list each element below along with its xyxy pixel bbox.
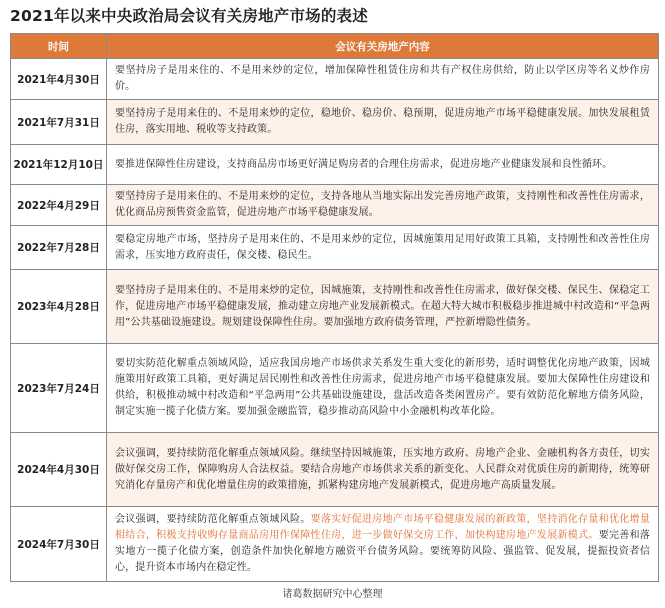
row-date: 2023年7月24日 [11, 344, 107, 433]
row-content: 要切实防范化解重点领域风险，适应我国房地产市场供求关系发生重大变化的新形势，适时调整优化房地产政策，因城施策用好政策工具箱，更好满足居民刚性和改善性住房需求，促进房地产市场平稳健康发展。要加大保障性住房建设和供给，积极推动城中村改造和“平急两用”公共基础设施建设，盘活改造各类闲置房产。要有效防范化解地方债务风险，制定实施一揽子化债方案。要加强金融监管，稳步推动高风险中小金融机构改革化险。 [107, 344, 659, 433]
row-content: 要坚持房子是用来住的、不是用来炒的定位，因城施策，支持刚性和改善性住房需求，做好保交楼、保民生、保稳定工作，促进房地产市场平稳健康发展，推动建立房地产业发展新模式。在超大特大城市积极稳步推进城中村改造和“平急两用”公共基础设施建设。规划建设保障性住房。要加强地方政府债务管理，严控新增隐性债务。 [107, 270, 659, 344]
table-header-row [11, 34, 659, 59]
row-content: 要坚持房子是用来住的、不是用来炒的定位，支持各地从当地实际出发完善房地产政策，支持刚性和改善性住房需求，优化商品房预售资金监管，促进房地产市场平稳健康发展。 [107, 185, 659, 226]
row-date: 2022年7月28日 [11, 226, 107, 270]
row-date: 2021年4月30日 [11, 59, 107, 100]
highlighted-policy-text: 要落实好促进房地产市场平稳健康发展的新政策，坚持消化存量和优化增量相结合，积极支持收购存量商品房用作保障性住房，进一步做好保交房工作，加快构建房地产发展新模式。 [115, 514, 650, 541]
table-row [11, 270, 659, 344]
table-row [11, 226, 659, 270]
row-date: 2023年4月28日 [11, 270, 107, 344]
page-title: 2021年以来中央政治局会议有关房地产市场的表述 [10, 7, 368, 25]
table-row [11, 100, 659, 145]
table-row [11, 507, 659, 582]
header-content: 会议有关房地产内容 [107, 34, 659, 59]
content-closing: 要完善和落实地方一揽子化债方案，创造条件加快化解地方融资平台债务风险。要统筹防风险、强监管、促发展，提振投资者信心，提升资本市场内在稳定性。 [115, 530, 651, 573]
row-content: 会议强调，要持续防范化解重点领域风险。继续坚持因城施策，压实地方政府、房地产企业、金融机构各方责任，切实做好保交房工作，保障购房人合法权益。要结合房地产市场供求关系的新变化、人民群众对优质住房的新期待，统筹研究消化存量房产和优化增量住房的政策措施，抓紧构建房地产发展新模式，促进房地产高质量发展。 [107, 433, 659, 507]
policy-table [10, 33, 659, 582]
row-date: 2021年12月10日 [11, 145, 107, 185]
table-row [11, 145, 659, 185]
source-note: 诸葛数据研究中心整理 [282, 589, 383, 600]
row-content: 要推进保障性住房建设，支持商品房市场更好满足购房者的合理住房需求，促进房地产业健康发展和良性循环。 [107, 145, 659, 185]
row-date: 2024年4月30日 [11, 433, 107, 507]
row-content: 要坚持房子是用来住的、不是用来炒的定位，增加保障性租赁住房和共有产权住房供给，防止以学区房等名义炒作房价。 [107, 59, 659, 100]
content-intro: 会议强调，要持续防范化解重点领域风险。 [115, 514, 311, 525]
row-content [107, 507, 659, 582]
header-time: 时间 [11, 34, 107, 59]
table-row [11, 433, 659, 507]
table-row [11, 185, 659, 226]
row-content: 要稳定房地产市场，坚持房子是用来住的、不是用来炒的定位，因城施策用足用好政策工具箱，支持刚性和改善性住房需求，压实地方政府责任，保交楼、稳民生。 [107, 226, 659, 270]
row-date: 2024年7月30日 [11, 507, 107, 582]
row-date: 2021年7月31日 [11, 100, 107, 145]
row-content: 要坚持房子是用来住的、不是用来炒的定位，稳地价、稳房价、稳预期，促进房地产市场平稳健康发展。加快发展租赁住房，落实用地、税收等支持政策。 [107, 100, 659, 145]
row-date: 2022年4月29日 [11, 185, 107, 226]
table-row [11, 59, 659, 100]
table-row [11, 344, 659, 433]
